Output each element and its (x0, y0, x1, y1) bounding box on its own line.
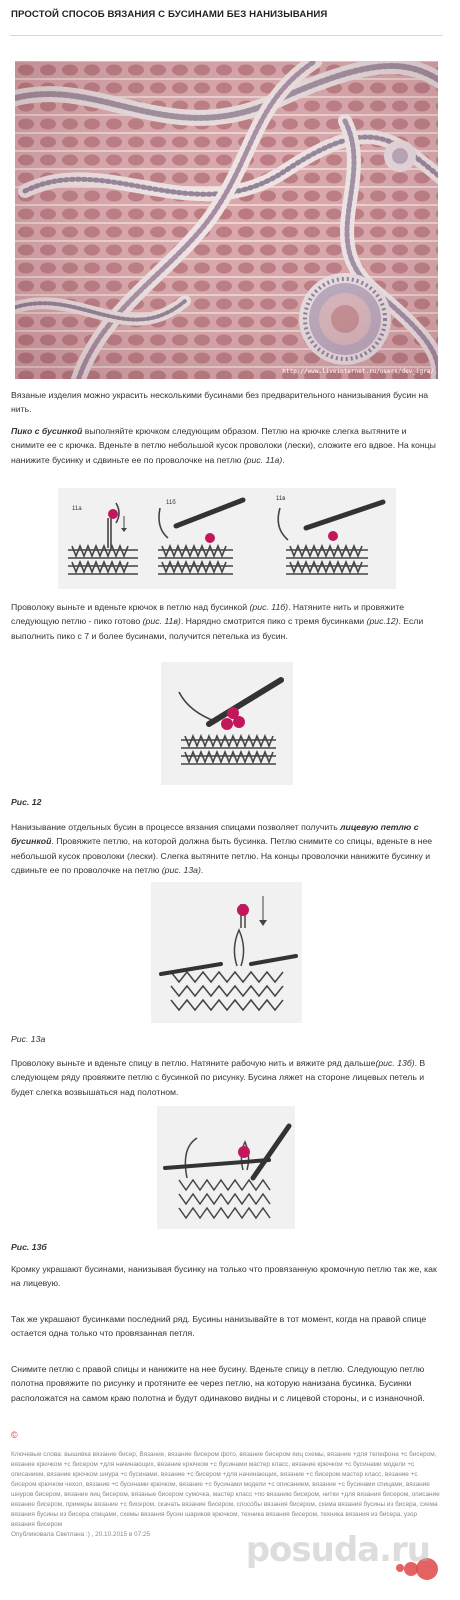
last-row-paragraph: Так же украшают бусинками последний ряд. Бусины нанизывайте в тот момент, когда на правой спице остается одна только что провязанная петля. (11, 1314, 427, 1339)
knit-bead-paragraph-2: Проволоку выньте и вденьте спицу в петлю. Натяните рабочую нить и вяжите ряд дальше(рис. 13б). В следующем ряду провяжите петлю с бусинкой по рисунку. Бусина ляжет на стороне лицевых петель и будет слегка возвышаться над полотном. (11, 1058, 426, 1097)
hook-icon-12 (209, 680, 281, 724)
finish-paragraph: Снимите петлю с правой спицы и нанижите на нее бусину. Вденьте спицу в петлю. Следующую петлю полотна провяжите по рисунку и протяните ее через петлю, на которую нанизана бусинка. Бусинки расположатся на самом краю полотна и будут одинаково видны и с лицевой стороны, и с изнаночной. (11, 1364, 425, 1403)
figure-13b (157, 1106, 295, 1229)
tags-list[interactable]: Ключевые слова: вышивка вязание бисер, Вязание, вязание бисером фото, вязание бисером яиц схемы, вязание +для телефона +с бисером, вязание крючком +с бисером +для начинающих, вязание крючком +с бусинами мастер класс, вязание крючком +с бусинами модели +с описанием, вязание крючком шнура +с бусинами, вязание +с бисером +для начинающих, вязание +с бисером мастер класс, вязание +с бисером крючком чехол, вязание +с бусинами крючком, вязание +с бусинами модели +с описанием, вязание +с бусинами спицами, вязание шнуров бисером, вязание яиц бисером, вязаные бисером сумочка, мастер класс +по вязанию бисером, нитки +для вязания бисером, описание вязание бисером, примеры вязание +с бисером, скачать вязание бисером, способы вязания бисером, схема вязания бусины из бисера, схема вязания бусины из бисера спицами, схемы вязания бусин шариков крючком, техника вязания бисером, техника вязания из бисера, узор вязания бисером (11, 1451, 440, 1528)
site-watermark (210, 1530, 460, 1600)
hook-icon (176, 500, 243, 526)
page-title: ПРОСТОЙ СПОСОБ ВЯЗАНИЯ С БУСИНАМИ БЕЗ НАНИЗЫВАНИЯ (11, 9, 328, 20)
publish-info: Опубликовала Светлана :) , 20.10.2015 в 07:25 (11, 1531, 151, 1538)
fig11b-label: 11б (166, 500, 176, 506)
tags-block (11, 1450, 441, 1540)
fig11c-label: 11в (276, 496, 286, 502)
caption-fig12: Рис. 12 (11, 797, 42, 807)
intro-paragraph: Вязаные изделия можно украсить несколькими бусинами без предварительного нанизывания бусин на нить. (11, 390, 429, 415)
site-watermark-text: posuda.ru (245, 1530, 430, 1570)
beaded-crochet-photo (15, 61, 438, 379)
figure-12 (161, 662, 293, 785)
picot-term: Пико с бусинкой (11, 426, 83, 436)
edge-paragraph: Кромку украшают бусинами, нанизывая бусинку на только что провязанную кромочную петлю так же, как на лицевую. (11, 1264, 437, 1289)
caption-fig13a: Рис. 13а (11, 1034, 46, 1044)
title-divider (10, 35, 443, 36)
knit-bead-paragraph: Нанизывание отдельных бусин в процессе вязания спицами позволяет получить лицевую петлю с бусинкой. Провяжите петлю, на которой должна быть бусинка. Петлю снимите со спицы, вденьте в нее небольшой кусок проволоки (лески). Слегка вытяните петлю. На концы проволочки нанижите бусинку и сдвиньте ее по проволочке на петлю (рис. 13а). (11, 822, 433, 876)
bead-icon (108, 509, 118, 519)
picot-paragraph-2: Проволоку выньте и вденьте крючок в петлю над бусинкой (рис. 11б). Натяните нить и провяжите следующую петлю - пико готово (рис. 11в). Нарядно смотрится пико с тремя бусинками (рис.12). Если выполнить пико с 7 и более бусинами, получится петелька из бусин. (11, 602, 424, 641)
fig11a-label: 11а (72, 506, 82, 512)
picot-paragraph: Пико с бусинкой выполняйте крючком следующим образом. Петлю на крючке слегка вытяните и снимите ее с крючка. Вденьте в петлю небольшой кусок проволоки (лески), сложите его вдвое. На концы нанижите бусинку и сдвиньте ее по проволочке на петлю (рис. 11а). (11, 426, 436, 465)
figure-11 (58, 488, 396, 589)
copyright-mark: © (11, 1430, 18, 1440)
caption-fig13b: Рис. 13б (11, 1242, 47, 1252)
photo-watermark: http://www.liveinternet.ru/users/dev_igra/ (282, 368, 434, 375)
figure-13a (151, 882, 302, 1023)
